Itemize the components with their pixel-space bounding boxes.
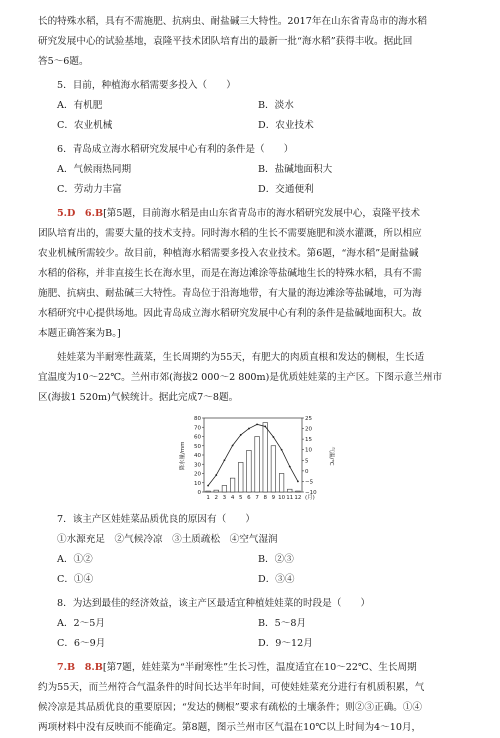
q5-stem: 5．目前，种植海水稻需要多投入（ ） (57, 80, 236, 91)
left-tick-label: 0 (197, 490, 201, 496)
left-tick-label: 60 (194, 434, 201, 441)
answer-5-6: 5.D 6.B (57, 208, 104, 219)
month-label: 7 (255, 495, 259, 501)
right-axis-label: 气温/℃ (328, 446, 334, 466)
explanation-7-8-line-1 (57, 658, 466, 678)
explanation-5-6-line-5: 施肥、抗病虫、耐盐碱三大特性。青岛位于沿海地带，有大量的海边滩涂等盐碱地，可为海 (38, 288, 422, 299)
precip-bar (287, 489, 292, 492)
q6-option-b: B．盐碱地面积大 (258, 164, 333, 175)
month-label: 5 (239, 495, 243, 501)
q7-stem: 7．该主产区娃娃菜品质优良的原因有（ ） (57, 514, 255, 525)
precip-bar (263, 423, 268, 492)
month-label: 11 (286, 495, 294, 501)
intro2-line-3: 区(海拔1 520m)气候统计。据此完成7～8题。 (38, 392, 239, 403)
right-tick-label: −10 (305, 490, 317, 496)
q7-option-d: D．③④ (258, 574, 295, 585)
right-tick-label: 5 (305, 458, 309, 465)
q6-option-d: D．交通便利 (258, 184, 314, 195)
q8-option-d: D．9～12月 (258, 638, 313, 649)
precip-bar (206, 491, 211, 492)
precip-bar (255, 437, 260, 493)
month-label: 3 (222, 495, 227, 501)
climate-chart (176, 412, 336, 504)
q5-option-b: B．淡水 (258, 100, 294, 111)
temperature-point (297, 481, 299, 483)
precip-bar (271, 446, 276, 492)
left-tick-label: 10 (194, 480, 201, 487)
explanation-5-6-line-6: 水稻研究中心提供场地。因此青岛成立海水稻研究发展中心有利的条件是盐碱地面积大。故 (38, 308, 422, 319)
temperature-point (232, 445, 234, 447)
precip-bar (247, 450, 252, 492)
temperature-point (240, 434, 242, 436)
explanation-7-8-text-1: [第7题，娃娃菜为“半耐寒性”生长习性，温度适宜在10～22℃、生长周期 (102, 662, 417, 673)
left-tick-label: 30 (194, 462, 201, 469)
left-tick-label: 40 (194, 453, 201, 459)
explanation-5-6-text-1: [第5题，目前海水稻是由山东省青岛市的海水稻研究发展中心，袁隆平技术 (103, 208, 420, 219)
q6-option-a: A．气候雨热同期 (57, 164, 132, 175)
month-label: 8 (263, 495, 267, 501)
temperature-point (273, 436, 275, 438)
intro-line-2: 研究发展中心的试验基地，袁隆平技术团队培育出的最新一批“海水稻”获得丰收。据此回 (38, 36, 413, 47)
month-label: 1 (206, 495, 210, 501)
q6-stem: 6．青岛成立海水稻研究发展中心有利的条件是（ ） (57, 144, 294, 155)
precip-bar (238, 462, 243, 492)
right-tick-label: 10 (305, 447, 312, 454)
x-unit-label: (月) (305, 495, 315, 501)
month-label: 4 (230, 495, 235, 501)
left-tick-label: 70 (194, 425, 201, 432)
intro2-line-2: 宜温度为10～22℃。兰州市郊(海拔2 000～2 800m)是优质娃娃菜的主产区。下图示意兰州市 (38, 372, 443, 383)
plot-frame (204, 418, 302, 492)
q7-option-c: C．①④ (57, 574, 94, 585)
month-label: 2 (214, 495, 218, 501)
month-label: 6 (247, 495, 251, 501)
temperature-point (248, 428, 250, 430)
explanation-5-6-line-2: 团队培育出的，需要大量的技术支持。同时海水稻的生长不需要施肥和淡水灌溉，所以相应 (38, 228, 422, 239)
intro-line-3: 答5～6题。 (38, 56, 89, 67)
intro2-line-1: 娃娃菜为半耐寒性蔬菜，生长周期约为55天，有肥大的肉质直根和发达的侧根，生长适 (57, 352, 425, 363)
q7-statements: ①水源充足 ②气候冷凉 ③土质疏松 ④空气湿润 (57, 534, 278, 545)
temperature-point (289, 466, 291, 468)
precip-bar (230, 478, 235, 492)
explanation-5-6-line-7: 本题正确答案为B。] (38, 328, 121, 339)
precip-bar (222, 486, 227, 492)
intro-line-1: 长的特殊水稻，具有不需施肥、抗病虫、耐盐碱三大特性。2017年在山东省青岛市的海水稻 (38, 16, 427, 27)
q5-option-c: C．农业机械 (57, 120, 113, 131)
temperature-point (224, 459, 226, 461)
left-tick-label: 80 (194, 416, 201, 422)
explanation-7-8-line-4: 两项材料中没有反映而不能确定。第8题，图示兰州市区气温在10℃以上时间为4～10月， (38, 722, 422, 733)
temperature-point (264, 426, 266, 428)
explanation-5-6-line-3: 农业机械所需较少。故目前，种植海水稻需要多投入农业技术。第6题，“海水稻”是耐盐碱 (38, 248, 419, 259)
right-tick-label: 15 (305, 437, 312, 444)
temperature-point (281, 449, 283, 451)
q6-option-c: C．劳动力丰富 (57, 184, 122, 195)
answer-7-8: 7.B 8.B (57, 662, 103, 673)
month-label: 9 (271, 495, 276, 501)
q8-option-b: B．5～8月 (258, 618, 307, 629)
left-tick-label: 50 (194, 443, 201, 450)
explanation-5-6-line-4: 水稻的俗称，并非直接生长在海水里，而是在海边滩涂等盐碱地生长的特殊水稻，具有不需 (38, 268, 422, 279)
precip-bar (279, 474, 284, 493)
temperature-point (215, 474, 217, 476)
q7-option-a: A．①② (57, 554, 93, 565)
explanation-7-8-line-2: 约为55天，而兰州符合气温条件的时间长达半年时间，可使娃娃菜充分进行有机质积累，气 (38, 682, 425, 693)
right-tick-label: −5 (305, 479, 314, 486)
right-tick-label: 20 (305, 426, 312, 433)
q8-option-c: C．6～9月 (57, 638, 106, 649)
explanation-5-6-line-1 (57, 204, 466, 224)
temperature-point (207, 485, 209, 487)
left-axis-label: 降水量/mm (180, 441, 186, 471)
q8-stem: 8．为达到最佳的经济效益，该主产区最适宜种植娃娃菜的时段是（ ） (57, 598, 371, 609)
q8-option-a: A．2～5月 (57, 618, 105, 629)
q5-option-a: A．有机肥 (57, 100, 103, 111)
temperature-point (256, 423, 258, 425)
q7-option-b: B．②③ (258, 554, 294, 565)
explanation-7-8-line-3: 候冷凉是其品质优良的重要原因；“发达的侧根”要求有疏松的土壤条件；则②③正确。①④ (38, 702, 422, 713)
precip-bar (296, 491, 301, 492)
left-tick-label: 20 (194, 471, 201, 478)
month-label: 12 (294, 495, 302, 501)
precip-bar (214, 490, 219, 492)
month-label: 10 (278, 495, 286, 501)
temperature-line (208, 424, 298, 485)
right-tick-label: 25 (305, 416, 312, 422)
right-tick-label: 0 (305, 468, 309, 475)
q5-option-d: D．农业技术 (258, 120, 314, 131)
